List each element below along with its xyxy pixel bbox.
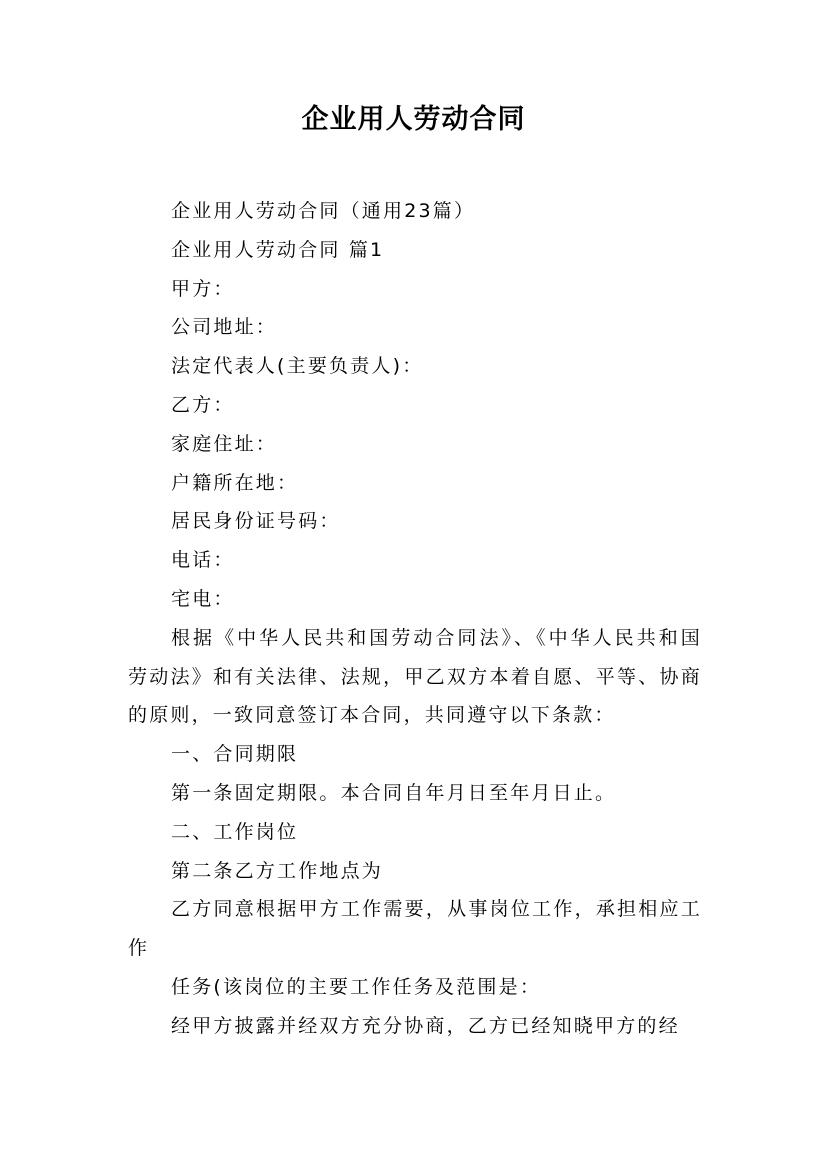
paragraph-party-a: 甲方： (171, 277, 235, 300)
paragraph-household-registration: 户籍所在地： (171, 471, 299, 494)
paragraph-article-1: 第一条固定期限。本合同自年月日至年月日止。 (171, 781, 617, 804)
paragraph-task-scope: 任务(该岗位的主要工作任务及范围是： (171, 975, 542, 998)
paragraph-home-address: 家庭住址： (171, 432, 278, 455)
paragraph-position-duties: 乙方同意根据甲方工作需要，从事岗位工作，承担相应工作 (128, 898, 702, 960)
paragraph-id-number: 居民身份证号码： (171, 510, 341, 533)
paragraph-chapter-heading: 企业用人劳动合同 篇1 (171, 238, 385, 261)
paragraph-home-phone: 宅电： (171, 587, 235, 610)
paragraph-phone: 电话： (171, 549, 235, 572)
paragraph-preamble: 根据《中华人民共和国劳动合同法》、《中华人民共和国劳动法》和有关法律、法规，甲乙双方本着自愿、平等、协商的原则，一致同意签订本合同，共同遵守以下条款： (128, 626, 702, 727)
paragraph-section-position-heading: 二、工作岗位 (171, 820, 299, 843)
document-title: 企业用人劳动合同 (301, 104, 526, 135)
paragraph-section-term-heading: 一、合同期限 (171, 743, 299, 766)
paragraph-disclosure: 经甲方披露并经双方充分协商，乙方已经知晓甲方的经 (171, 1014, 680, 1037)
paragraph-series-title: 企业用人劳动合同（通用23篇） (171, 200, 476, 222)
paragraph-party-b: 乙方： (171, 393, 235, 416)
paragraph-company-address: 公司地址： (171, 316, 278, 339)
paragraph-article-2: 第二条乙方工作地点为 (171, 859, 384, 882)
paragraph-legal-representative: 法定代表人(主要负责人)： (171, 355, 424, 378)
document-body (128, 192, 702, 1046)
